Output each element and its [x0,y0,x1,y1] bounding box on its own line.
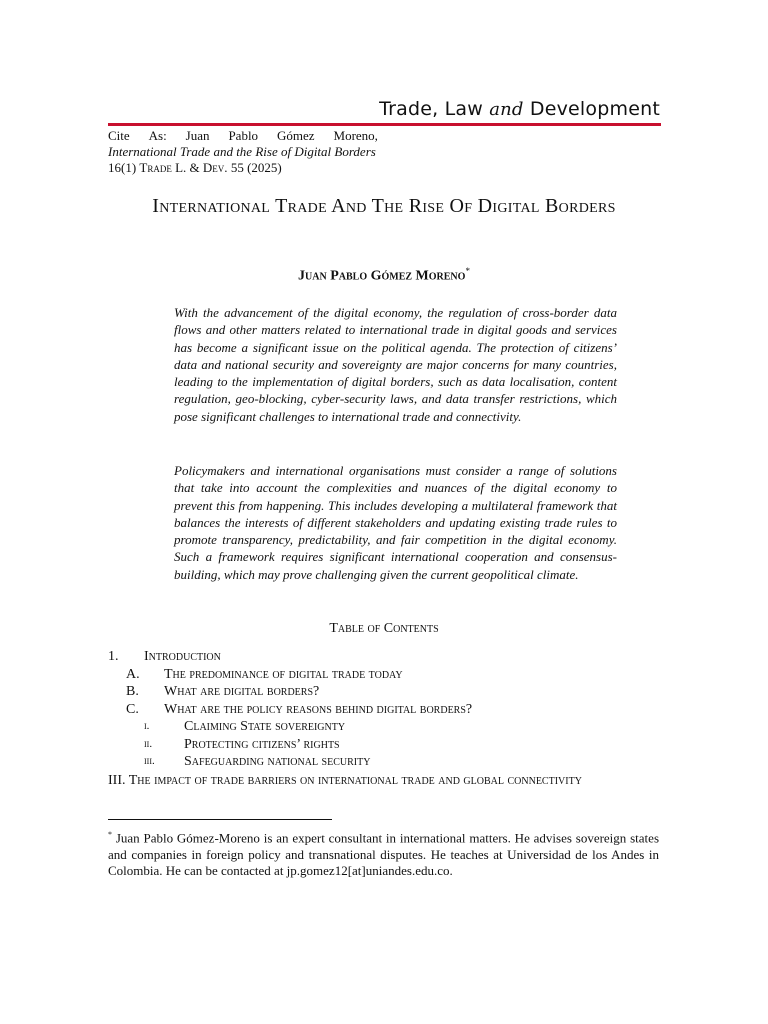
header-rule [108,123,661,126]
toc-entry[interactable] [108,771,668,790]
toc-number: B. [126,684,139,699]
toc-number: iii. [144,755,155,767]
article-title: International Trade And The Rise Of Digital Borders [152,195,616,217]
footnote-marker: * [465,266,470,276]
citation-volume: 16(1) [108,160,140,175]
author-footnote [108,827,659,879]
citation-word: Pablo [228,128,259,143]
footnote-text: Juan Pablo Gómez-Moreno is an expert consultant in international matters. He advises sovereign states and companies in foreign policy and transnational disputes. He teaches at Universidad de los Andes in Colombia. He can be contacted at jp.gomez12[at]uniandes.edu.co. [108,830,659,878]
toc-entry[interactable] [108,648,668,666]
journal-name-part: Development [523,98,660,120]
toc-text: Protecting citizens’ rights [184,736,340,752]
toc-text: The impact of trade barriers on international trade and global connectivity [128,772,582,788]
toc-entry[interactable] [108,683,668,701]
toc-entry[interactable] [108,718,668,736]
toc-entry[interactable] [108,666,668,684]
toc-text: What are the policy reasons behind digital borders? [164,701,473,717]
toc-number: C. [126,701,139,717]
citation-article-title: International Trade and the Rise of Digital Borders [108,144,376,159]
toc-number: III. [108,772,126,788]
toc-text: The predominance of digital trade today [164,666,403,682]
toc-number: A. [126,666,140,682]
abstract-paragraph: With the advancement of the digital economy, the regulation of cross-border data flows and other matters related to international trade in digital goods and services has become a significant issue on the political agenda. The protection of citizens’ data and national security and sovereignty are major concerns for many countries, leading to the implementation of digital borders, such as data localisation, content regulation, geo-blocking, cyber-security laws, and data transfer restrictions, which pose significant challenges to international trade and connectivity. [174,305,617,424]
toc-text: Claiming State sovereignty [184,719,346,734]
citation-block [108,128,378,176]
citation-journal: Trade L. & Dev. [139,160,228,175]
toc-number: ii. [144,737,153,750]
citation-line [108,128,378,144]
citation-word: Gómez [277,128,315,143]
citation-page-year: 55 (2025) [227,160,282,175]
citation-word: Juan [185,128,210,143]
citation-word: As: [148,128,167,143]
citation-reference [108,160,378,176]
author-name: Juan Pablo Gómez Moreno [298,268,466,284]
table-of-contents [108,648,668,789]
toc-title: Table of Contents [329,621,439,636]
toc-entry[interactable] [108,736,668,754]
citation-word: Cite [108,128,130,143]
toc-entry[interactable] [108,701,668,719]
toc-number: i. [144,720,150,732]
toc-entry[interactable] [108,753,668,771]
citation-word: Moreno, [333,128,378,143]
journal-header [108,98,660,120]
journal-name-and: and [489,99,524,120]
toc-text: What are digital borders? [164,684,320,699]
toc-number: 1. [108,649,119,664]
toc-text: Safeguarding national security [184,754,371,769]
article-author [108,266,660,285]
toc-text: Introduction [144,649,221,664]
footnote-rule [108,819,332,820]
journal-name-part: Trade, Law [379,98,490,120]
abstract-paragraph: Policymakers and international organisations must consider a range of solutions that take into account the complexities and nuances of the digital economy to prevent this from happening. This includes developing a multilateral framework that balances the interests of different stakeholders and updating existing trade rules to promote transparency, predictability, and fair competition in the digital economy. Such a framework requires significant international cooperation and consensus-building, which may prove challenging given the current geopolitical climate. [174,463,617,582]
footnote-marker: * [108,830,112,839]
